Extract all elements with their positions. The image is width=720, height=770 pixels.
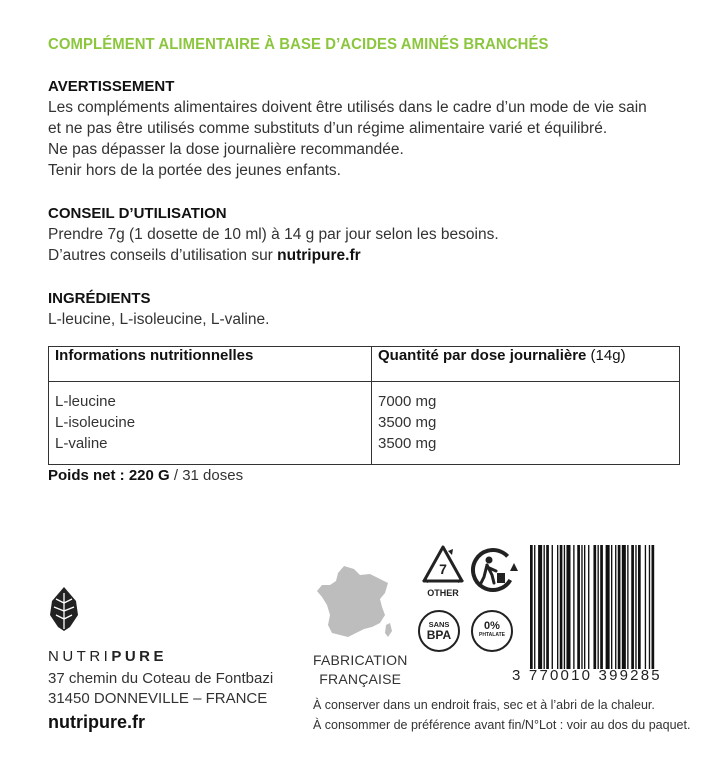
nutrition-values-row [49, 382, 680, 465]
france-map-icon [314, 563, 396, 643]
recycle-number: 7 [439, 561, 447, 577]
warning-section [48, 78, 698, 181]
made-in-france-line-1: FABRICATION [313, 652, 408, 668]
bpa-free-top: SANS [428, 620, 450, 629]
brand-name-light: NUTRI [48, 648, 112, 665]
nutrition-table [48, 346, 680, 465]
product-headline: COMPLÉMENT ALIMENTAIRE À BASE D’ACIDES AMINÉS BRANCHÉS [48, 36, 549, 53]
net-weight [48, 467, 243, 484]
ingredients-section [48, 290, 698, 330]
warning-line: Ne pas dépasser la dose journalière recommandée. [48, 141, 404, 158]
nutrition-header-amount [372, 347, 680, 382]
phthalate-free-badge [471, 610, 513, 652]
nutrient-amount: 3500 mg [378, 414, 437, 431]
barcode-number: 3 770010 399285 [512, 667, 662, 684]
warning-title: AVERTISSEMENT [48, 78, 175, 95]
net-weight-label: Poids net : 220 G [48, 467, 170, 484]
phthalate-percent: 0% [484, 620, 500, 632]
usage-more-text: D’autres conseils d’utilisation sur [48, 247, 278, 264]
usage-title: CONSEIL D’UTILISATION [48, 205, 227, 222]
nutrition-header-name: Informations nutritionnelles [49, 347, 372, 382]
nutrient-amounts-cell [372, 382, 680, 465]
nutrient-name: L-leucine [55, 393, 116, 410]
usage-dose-line: Prendre 7g (1 dosette de 10 ml) à 14 g par jour selon les besoins. [48, 226, 499, 243]
ingredients-title: INGRÉDIENTS [48, 290, 151, 307]
nutrition-header-row [49, 347, 680, 382]
brand-name [48, 648, 167, 665]
address-line-2: 31450 DONNEVILLE – FRANCE [48, 690, 268, 707]
leaf-logo-icon [48, 585, 80, 633]
ingredients-list: L-leucine, L-isoleucine, L-valine. [48, 311, 270, 328]
warning-line: Les compléments alimentaires doivent être utilisés dans le cadre d’un mode de vie sain [48, 99, 647, 116]
barcode-icon [530, 545, 690, 669]
recycle-label: OTHER [427, 588, 459, 598]
made-in-france-line-2: FRANÇAISE [319, 671, 402, 687]
nutrient-name: L-valine [55, 435, 108, 452]
bpa-free-badge [418, 610, 460, 652]
phthalate-label: PHTALATE [479, 632, 505, 638]
storage-instruction: À conserver dans un endroit frais, sec et à l’abri de la chaleur. [313, 698, 655, 712]
nutrient-amount: 7000 mg [378, 393, 437, 410]
amount-header-unit: (14g) [586, 347, 626, 364]
dose-count: / 31 doses [169, 467, 244, 484]
nutrient-names-cell [49, 382, 372, 465]
made-in-france-label [313, 651, 408, 689]
expiry-instruction: À consommer de préférence avant fin/N°Lot : voir au dos du paquet. [313, 718, 691, 732]
tidyman-icon [470, 545, 520, 595]
warning-line: et ne pas être utilisés comme substituts d’un régime alimentaire varié et équilibré. [48, 120, 608, 137]
warning-line: Tenir hors de la portée des jeunes enfants. [48, 162, 341, 179]
usage-more-line [48, 245, 698, 266]
recycle-icon [420, 543, 466, 587]
nutrient-amount: 3500 mg [378, 435, 437, 452]
bpa-free-bottom: BPA [426, 628, 452, 642]
address-line-1: 37 chemin du Coteau de Fontbazi [48, 670, 274, 687]
brand-website[interactable]: nutripure.fr [48, 712, 145, 732]
usage-website-link[interactable]: nutripure.fr [277, 247, 361, 264]
nutrient-name: L-isoleucine [55, 414, 136, 431]
usage-section [48, 205, 698, 266]
amount-header-label: Quantité par dose journalière [378, 347, 587, 364]
brand-name-bold: PURE [111, 648, 168, 665]
